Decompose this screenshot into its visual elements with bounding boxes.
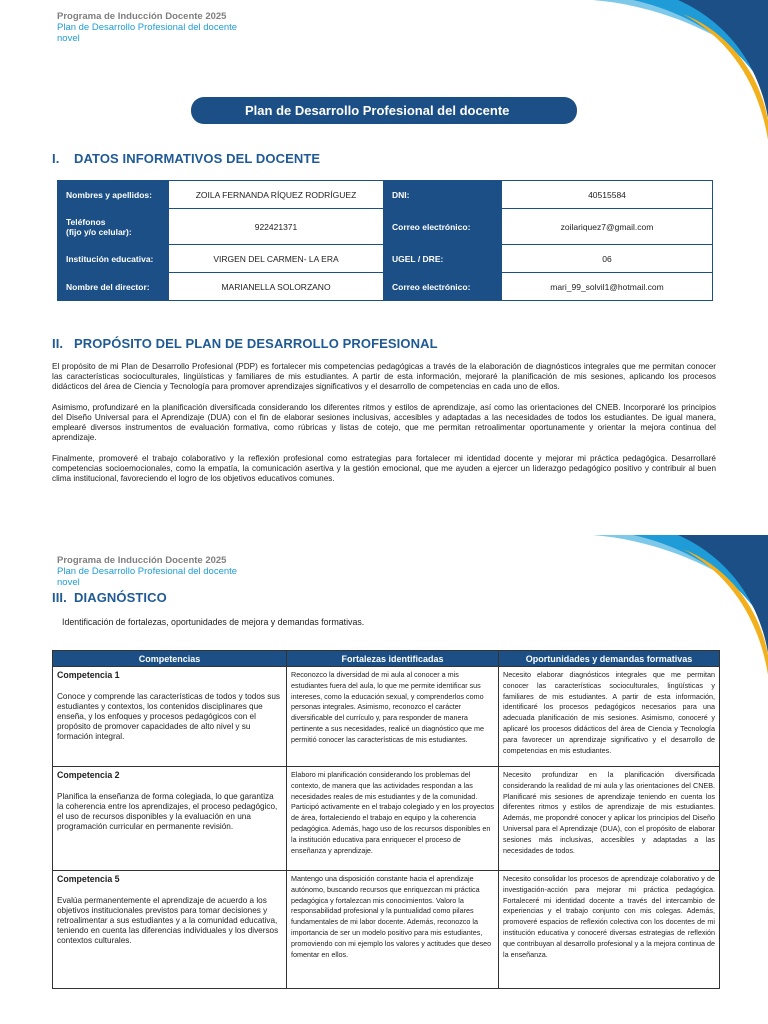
banner-title: Plan de Desarrollo Profesional del docente — [245, 103, 510, 118]
opportunities-cell: Necesito profundizar en la planificación diversificada considerando la realidad de mi aula y las orientaciones del CNEB. Planificaré mis sesiones de aprendizaje teniendo en cuenta los diferentes ritmos y estilos de aprendizaje de mis estudiantes. Además, me propondré conocer y aplicar los principios del Diseño Universal para el Aprendizaje (DUA), con el propósito de elaborar sesiones más inclusivas, accesibles y adaptadas a las necesidades de todos. — [499, 767, 720, 871]
email-value: zoilariquez7@gmail.com — [502, 209, 713, 245]
purpose-paragraph-2: Asimismo, profundizaré en la planificación diversificada considerando los diferentes ritmos y estilos de aprendizaje, así como las orientaciones del CNEB. Incorporaré los principios del Diseño Universal para el Aprendizaje (DUA) con el fin de elaborar sesiones inclusivas, accesibles y adaptadas a las necesidades de todos los estudiantes. De igual manera, emplearé diversos instrumentos de evaluación formativa, como rúbricas y listas de cotejo, que me permitan retroalimentar oportunamente y orientar la mejora continua del aprendizaje. — [52, 403, 716, 442]
opportunities-cell: Necesito elaborar diagnósticos integrales que me permitan conocer las características socioculturales, lingüísticas y familiares de mis estudiantes. A partir de esta información, identificaré los procesos pedagógicos necesarios para una adecuada planificación de mis sesiones. Asimismo, conoceré y aplicaré los procesos didácticos del área de Ciencia y Tecnología para favorecer un aprendizaje significativo y el desarrollo de competencias en mis estudiantes. — [499, 667, 720, 767]
ugel-value: 06 — [502, 245, 713, 273]
phones-value: 922421371 — [169, 209, 384, 245]
section-2-number: II. — [52, 336, 64, 351]
header-competencias: Competencias — [53, 651, 287, 667]
purpose-text — [52, 362, 716, 495]
strengths-cell: Reconozco la diversidad de mi aula al conocer a mis estudiantes fuera del aula, lo que me permite identificar sus intereses, como la educación sexual, y comprenderlos como personas integrales. Asimismo, reconozco el carácter diversificable del currículo y, para responder de manera pertinente a sus necesidades, realicé un diagnóstico que me permitió conocer las características de mis estudiantes. — [287, 667, 499, 767]
table-row — [53, 871, 720, 989]
competency-description: Planifica la enseñanza de forma colegiada, lo que garantiza la coherencia entre los aprendizajes, el proceso pedagógico, el uso de recursos disponibles y la evaluación en una programación curricular en permanente revisión. — [57, 792, 278, 831]
purpose-paragraph-3: Finalmente, promoveré el trabajo colaborativo y la reflexión profesional como estrategias para fortalecer mi identidad docente y mejorar mi práctica pedagógica. Desarrollaré competencias socioemocionales, como la empatía, la comunicación asertiva y la gestión emocional, que me ayuden a ejercer un liderazgo pedagógico positivo y contribuir al buen clima institucional, favoreciendo el logro de los objetivos educativos comunes. — [52, 454, 716, 483]
competency-name: Competencia 5 — [57, 874, 120, 884]
section-3-title: DIAGNÓSTICO — [74, 590, 167, 605]
section-1-heading — [52, 151, 320, 166]
competency-description: Conoce y comprende las características de todos y todos sus estudiantes y contextos, los contenidos disciplinares que enseña, y los enfoques y procesos pedagógicos con el propósito de promover capacidades de alto nivel y su formación integral. — [57, 692, 280, 741]
competency-cell — [53, 767, 287, 871]
names-label: Nombres y apellidos: — [58, 181, 169, 209]
ugel-label: UGEL / DRE: — [384, 245, 502, 273]
header-oportunidades: Oportunidades y demandas formativas — [499, 651, 720, 667]
section-3-number: III. — [52, 590, 67, 605]
table-row — [58, 209, 713, 245]
section-1-number: I. — [52, 151, 60, 166]
corner-swoosh-decoration — [593, 0, 768, 140]
document-header — [57, 555, 237, 588]
dni-label: DNI: — [384, 181, 502, 209]
dni-value: 40515584 — [502, 181, 713, 209]
section-3-heading — [52, 590, 167, 605]
section-2-title: PROPÓSITO DEL PLAN DE DESARROLLO PROFESIONAL — [74, 336, 438, 351]
plan-name-line2: novel — [57, 577, 80, 588]
diagnosis-subtitle: Identificación de fortalezas, oportunidades de mejora y demandas formativas. — [62, 617, 365, 627]
director-email-label: Correo electrónico: — [384, 273, 502, 301]
director-value: MARIANELLA SOLORZANO — [169, 273, 384, 301]
program-name: Programa de Inducción Docente 2025 — [57, 11, 227, 22]
table-row — [58, 273, 713, 301]
institution-value: VIRGEN DEL CARMEN- LA ERA — [169, 245, 384, 273]
email-label: Correo electrónico: — [384, 209, 502, 245]
names-value: ZOILA FERNANDA RÍQUEZ RODRÍGUEZ — [169, 181, 384, 209]
table-row — [58, 181, 713, 209]
program-name: Programa de Inducción Docente 2025 — [57, 555, 227, 566]
teacher-info-table — [57, 180, 713, 301]
director-label: Nombre del director: — [58, 273, 169, 301]
institution-label: Institución educativa: — [58, 245, 169, 273]
competency-name: Competencia 2 — [57, 770, 120, 780]
plan-name-line1: Plan de Desarrollo Profesional del docente — [57, 566, 238, 577]
table-row — [53, 667, 720, 767]
title-banner — [191, 97, 577, 124]
director-email-value: mari_99_solvil1@hotmail.com — [502, 273, 713, 301]
plan-name-line2: novel — [57, 33, 80, 44]
header-fortalezas: Fortalezas identificadas — [287, 651, 499, 667]
competency-cell — [53, 871, 287, 989]
competency-name: Competencia 1 — [57, 670, 120, 680]
phones-label-line2: (fijo y/o celular): — [66, 226, 132, 237]
strengths-cell: Elaboro mi planificación considerando los problemas del contexto, de manera que las actividades respondan a las necesidades reales de mis estudiantes y de la comunidad. Participó activamente en el trabajo colegiado y en los proyectos de área, fortaleciendo el trabajo en equipo y la coherencia pedagógica. Además, hago uso de los recursos disponibles en la institución educativa para enriquecer el proceso de enseñanza y aprendizaje. — [287, 767, 499, 871]
plan-name-line1: Plan de Desarrollo Profesional del docente — [57, 22, 238, 33]
phones-label — [58, 209, 169, 245]
competency-cell — [53, 667, 287, 767]
table-row — [53, 767, 720, 871]
competency-description: Evalúa permanentemente el aprendizaje de acuerdo a los objetivos institucionales previstos para tomar decisiones y retroalimentar a sus estudiantes y a la comunidad educativa, teniendo en cuenta las diferencias individuales y los diversos contextos culturales. — [57, 896, 279, 945]
phones-label-line1: Teléfonos — [66, 216, 106, 227]
section-2-heading — [52, 336, 438, 351]
strengths-cell: Mantengo una disposición constante hacia el aprendizaje autónomo, buscando recursos que enriquezcan mi práctica pedagógica y fortalezcan mis conocimientos. Valoro la responsabilidad profesional y la puntualidad como pilares fundamentales de mi labor docente. Además, reconozco la importancia de ser un modelo positivo para mis estudiantes, promoviendo con mi ejemplo los valores y actitudes que deseo fomentar en ellos. — [287, 871, 499, 989]
opportunities-cell: Necesito consolidar los procesos de aprendizaje colaborativo y de investigación-acción para mejorar mi práctica pedagógica. Fortaleceré mi identidad docente a través del intercambio de experiencias y el trabajo conjunto con mis colegas. Además, promoveré espacios de reflexión colectiva con los docentes de mi institución educativa y conoceré diversas estrategias de reflexión que contribuyan al desarrollo profesional y a la mejora continua de la enseñanza. — [499, 871, 720, 989]
purpose-paragraph-1: El propósito de mi Plan de Desarrollo Profesional (PDP) es fortalecer mis competencias pedagógicas a través de la elaboración de diagnósticos integrales que me permitan conocer las características socioculturales, lingüísticas y familiares de mis estudiantes. A partir de esta información, mejoraré la planificación de mis sesiones, aplicando los procesos didácticos del área de Ciencia y Tecnología para promover aprendizajes significativos y el desarrollo de competencias en cada uno de ellos. — [52, 362, 716, 391]
diagnosis-table — [52, 650, 720, 989]
document-header — [57, 11, 237, 44]
section-1-title: DATOS INFORMATIVOS DEL DOCENTE — [74, 151, 321, 166]
table-row — [58, 245, 713, 273]
table-header-row — [53, 651, 720, 667]
